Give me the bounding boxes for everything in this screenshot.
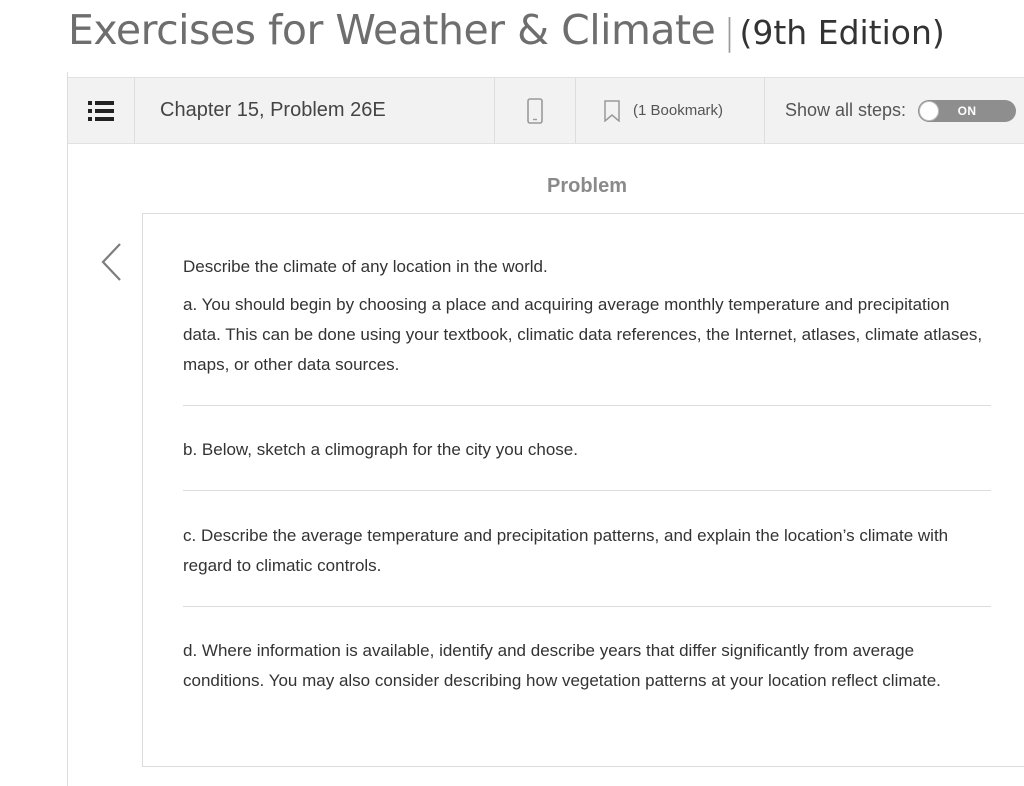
bookmark-count-label: (1 Bookmark): [633, 102, 724, 119]
problem-part-b: b. Below, sketch a climograph for the city you chose.: [183, 440, 578, 459]
show-all-steps-label: Show all steps:: [785, 100, 907, 120]
table-of-contents-button[interactable]: [68, 78, 135, 143]
problem-part-d: d. Where information is available, identify and describe years that differ significantly from average conditions. You may also consider describing how vegetation patterns at your location reflect climate.: [183, 641, 941, 690]
show-all-steps-control: [765, 78, 1024, 143]
toggle-state-label: ON: [957, 103, 977, 118]
divider: [183, 490, 991, 491]
show-all-steps-toggle[interactable]: [918, 100, 1016, 122]
problem-part-c: c. Describe the average temperature and precipitation patterns, and explain the location’s climate with regard to climatic controls.: [183, 526, 949, 575]
list-icon: [88, 100, 114, 122]
problem-part-a: a. You should begin by choosing a place and acquiring average monthly temperature and precipitation data. This can be done using your textbook, climatic data references, the Internet, atlases, climate atlases, maps, or other data sources.: [183, 295, 983, 374]
problem-heading: Problem: [546, 175, 628, 197]
previous-button[interactable]: [96, 240, 130, 284]
bookmark-button[interactable]: [576, 78, 765, 143]
mobile-view-button[interactable]: [495, 78, 576, 143]
bookmark-icon: [603, 100, 621, 122]
toggle-knob: [919, 101, 939, 121]
solution-toolbar: [68, 77, 1024, 144]
chapter-problem-label: Chapter 15, Problem 26E: [160, 99, 386, 121]
book-edition: (9th Edition): [739, 13, 945, 52]
chapter-problem-selector[interactable]: [135, 78, 495, 143]
book-title-text: Exercises for Weather & Climate: [68, 6, 716, 54]
divider: [183, 405, 991, 406]
problem-intro: Describe the climate of any location in the world.: [183, 257, 548, 276]
mobile-phone-icon: [527, 98, 543, 124]
divider: [183, 606, 991, 607]
book-title: [68, 6, 945, 62]
title-separator: |: [723, 12, 736, 53]
chevron-left-icon: [96, 240, 130, 284]
